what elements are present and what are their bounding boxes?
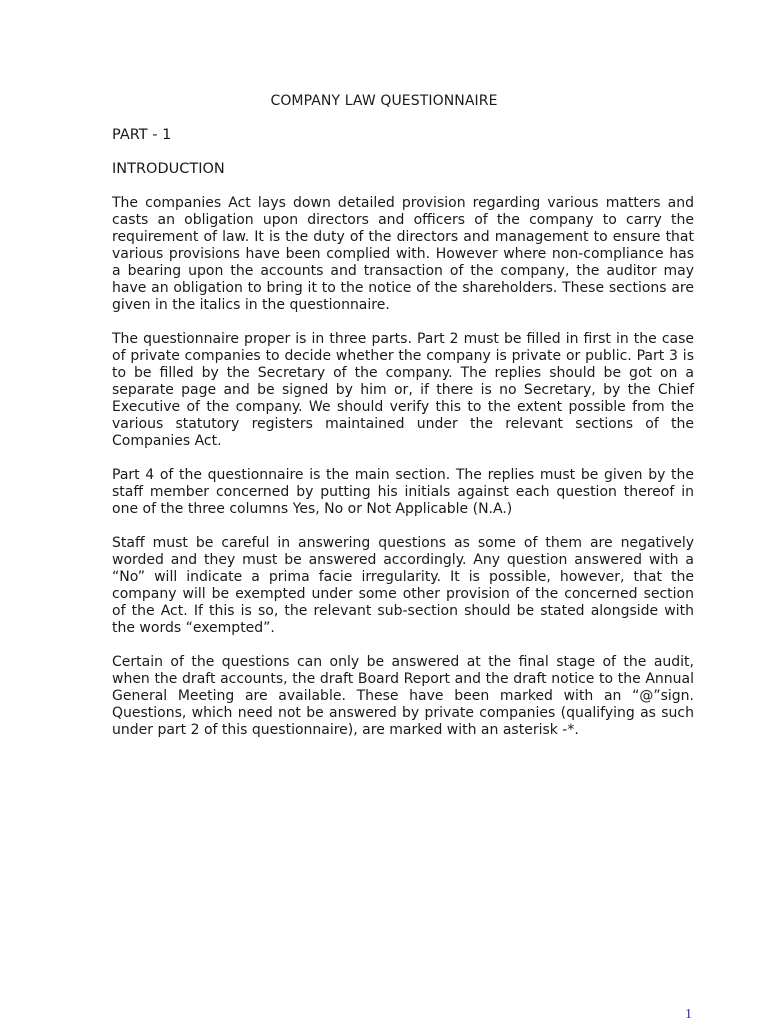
- paragraph-part-4: Part 4 of the questionnaire is the main section. The replies must be given by the staff member concerned by putting his initials against each question thereof in one of the three columns Yes, No or Not Applicable (N.A.): [112, 467, 694, 517]
- paragraph-staff-caution: Staff must be careful in answering questions as some of them are negatively worded and they must be answered accordingly. Any question answered with a “No” will indicate a prima facie irregularity. It is possible, however, that the company will be exempted under some other provision of the concerned section of the Act. If this is so, the relevant sub-section should be stated alongside with the words “exempted”.: [112, 535, 694, 636]
- paragraph-questionnaire-parts: The questionnaire proper is in three parts. Part 2 must be filled in first in the case of private companies to decide whether the company is private or public. Part 3 is to be filled by the Secretary of the company. The replies should be got on a separate page and be signed by him or, if there is no Secretary, by the Chief Executive of the company. We should verify this to the extent possible from the various statutory registers maintained under the relevant sections of the Companies Act.: [112, 331, 694, 449]
- part-heading: PART - 1: [112, 127, 172, 143]
- document-body: [112, 195, 694, 756]
- document-title: COMPANY LAW QUESTIONNAIRE: [270, 93, 498, 109]
- section-heading: INTRODUCTION: [112, 161, 225, 177]
- page-number: 1: [685, 1007, 692, 1022]
- paragraph-intro: The companies Act lays down detailed provision regarding various matters and casts an obligation upon directors and officers of the company to carry the requirement of law. It is the duty of the directors and management to ensure that various provisions have been complied with. However where non-compliance has a bearing upon the accounts and transaction of the company, the auditor may have an obligation to bring it to the notice of the shareholders. These sections are given in the italics in the questionnaire.: [112, 195, 694, 313]
- paragraph-final-stage: Certain of the questions can only be answered at the final stage of the audit, when the draft accounts, the draft Board Report and the draft notice to the Annual General Meeting are available. These have been marked with an “@”sign. Questions, which need not be answered by private companies (qualifying as such under part 2 of this questionnaire), are marked with an asterisk -*.: [112, 654, 694, 738]
